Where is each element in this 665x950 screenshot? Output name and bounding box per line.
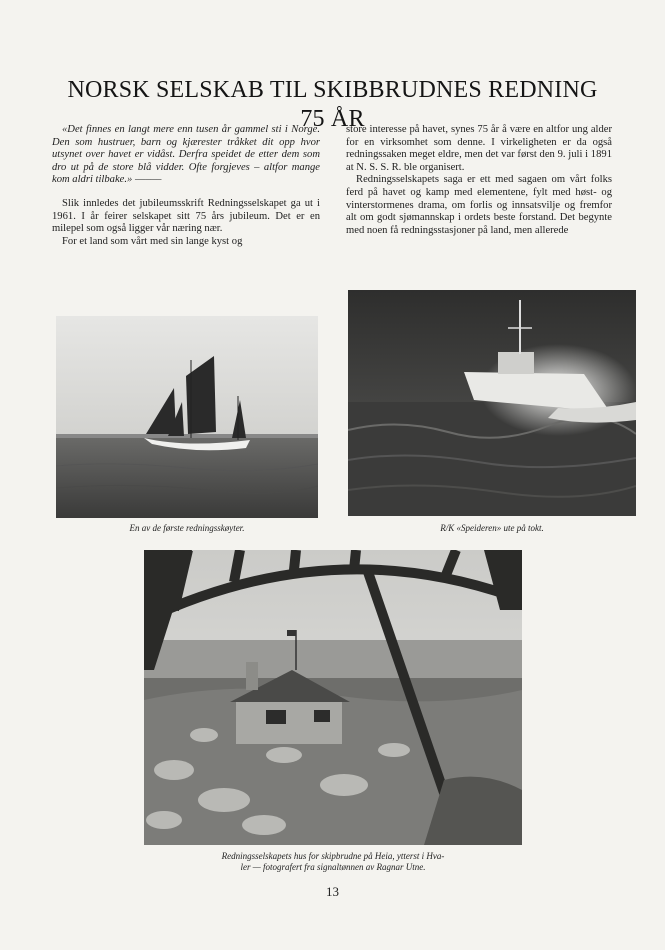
right-paragraph-2: Redningsselskapets saga er ett med sagaen om vårt folks ferd på havet og kamp med elementene, fylt med høst- og vinterstormenes drama, om forlis og innsatsvilje og fremfor alt om godt sjømannskap i ordets beste forstand. Det begynte med noen få redningsstasjoner på land, men allerede: [346, 174, 612, 236]
article-title: NORSK SELSKAB TIL SKIBBRUDNES REDNING: [67, 77, 598, 104]
sailboat-caption: En av de første redningsskøyter.: [129, 523, 245, 533]
rescue-ship-photo: [348, 290, 636, 516]
article-title-subline: 75 ÅR: [300, 106, 365, 133]
rescue-station-photo: [144, 550, 522, 845]
right-paragraph-1: store interesse på havet, synes 75 år å være en altfor ung alder for en virksomhet som denne. I virkeligheten er da også redningssaken meget eldre, men det var først den 9. juli i 1891 at N. S. S. R. ble organisert.: [346, 124, 612, 173]
rescue-ship-caption: R/K «Speideren» ute på tokt.: [440, 523, 544, 533]
right-text-column: [346, 124, 612, 237]
left-paragraph-1: Slik innledes det jubileumsskrift Redningsselskapet ga ut i 1961. I år feirer selskapet sitt 75 års jubileum. Det er en milepel som også ligger vår næring nær.: [52, 197, 320, 235]
rescue-station-caption-line-2: ler — fotografert fra signaltønnen av Ragnar Utne.: [240, 861, 426, 872]
rescue-station-caption-line-1: Redningsselskapets hus for skipbrudne på Heia, ytterst i Hva-: [221, 851, 445, 861]
rescue-station-caption: [144, 851, 522, 872]
left-paragraph-2: For et land som vårt med sin lange kyst og: [62, 235, 243, 247]
page-number: 13: [326, 884, 339, 899]
left-text-column: [52, 124, 320, 248]
sailboat-photo: [56, 316, 318, 518]
opening-quote: «Det finnes en langt mere enn tusen år gammel sti i Norge. Den som hustruer, barn og kjærester tråkket dit opp hvor utsynet over havet er vidåst. Derfra speidet de etter dem som dro ut på de store blå vidder. Ofte forgjeves – altfor mange kom aldri tilbake.» –––––: [52, 124, 320, 186]
